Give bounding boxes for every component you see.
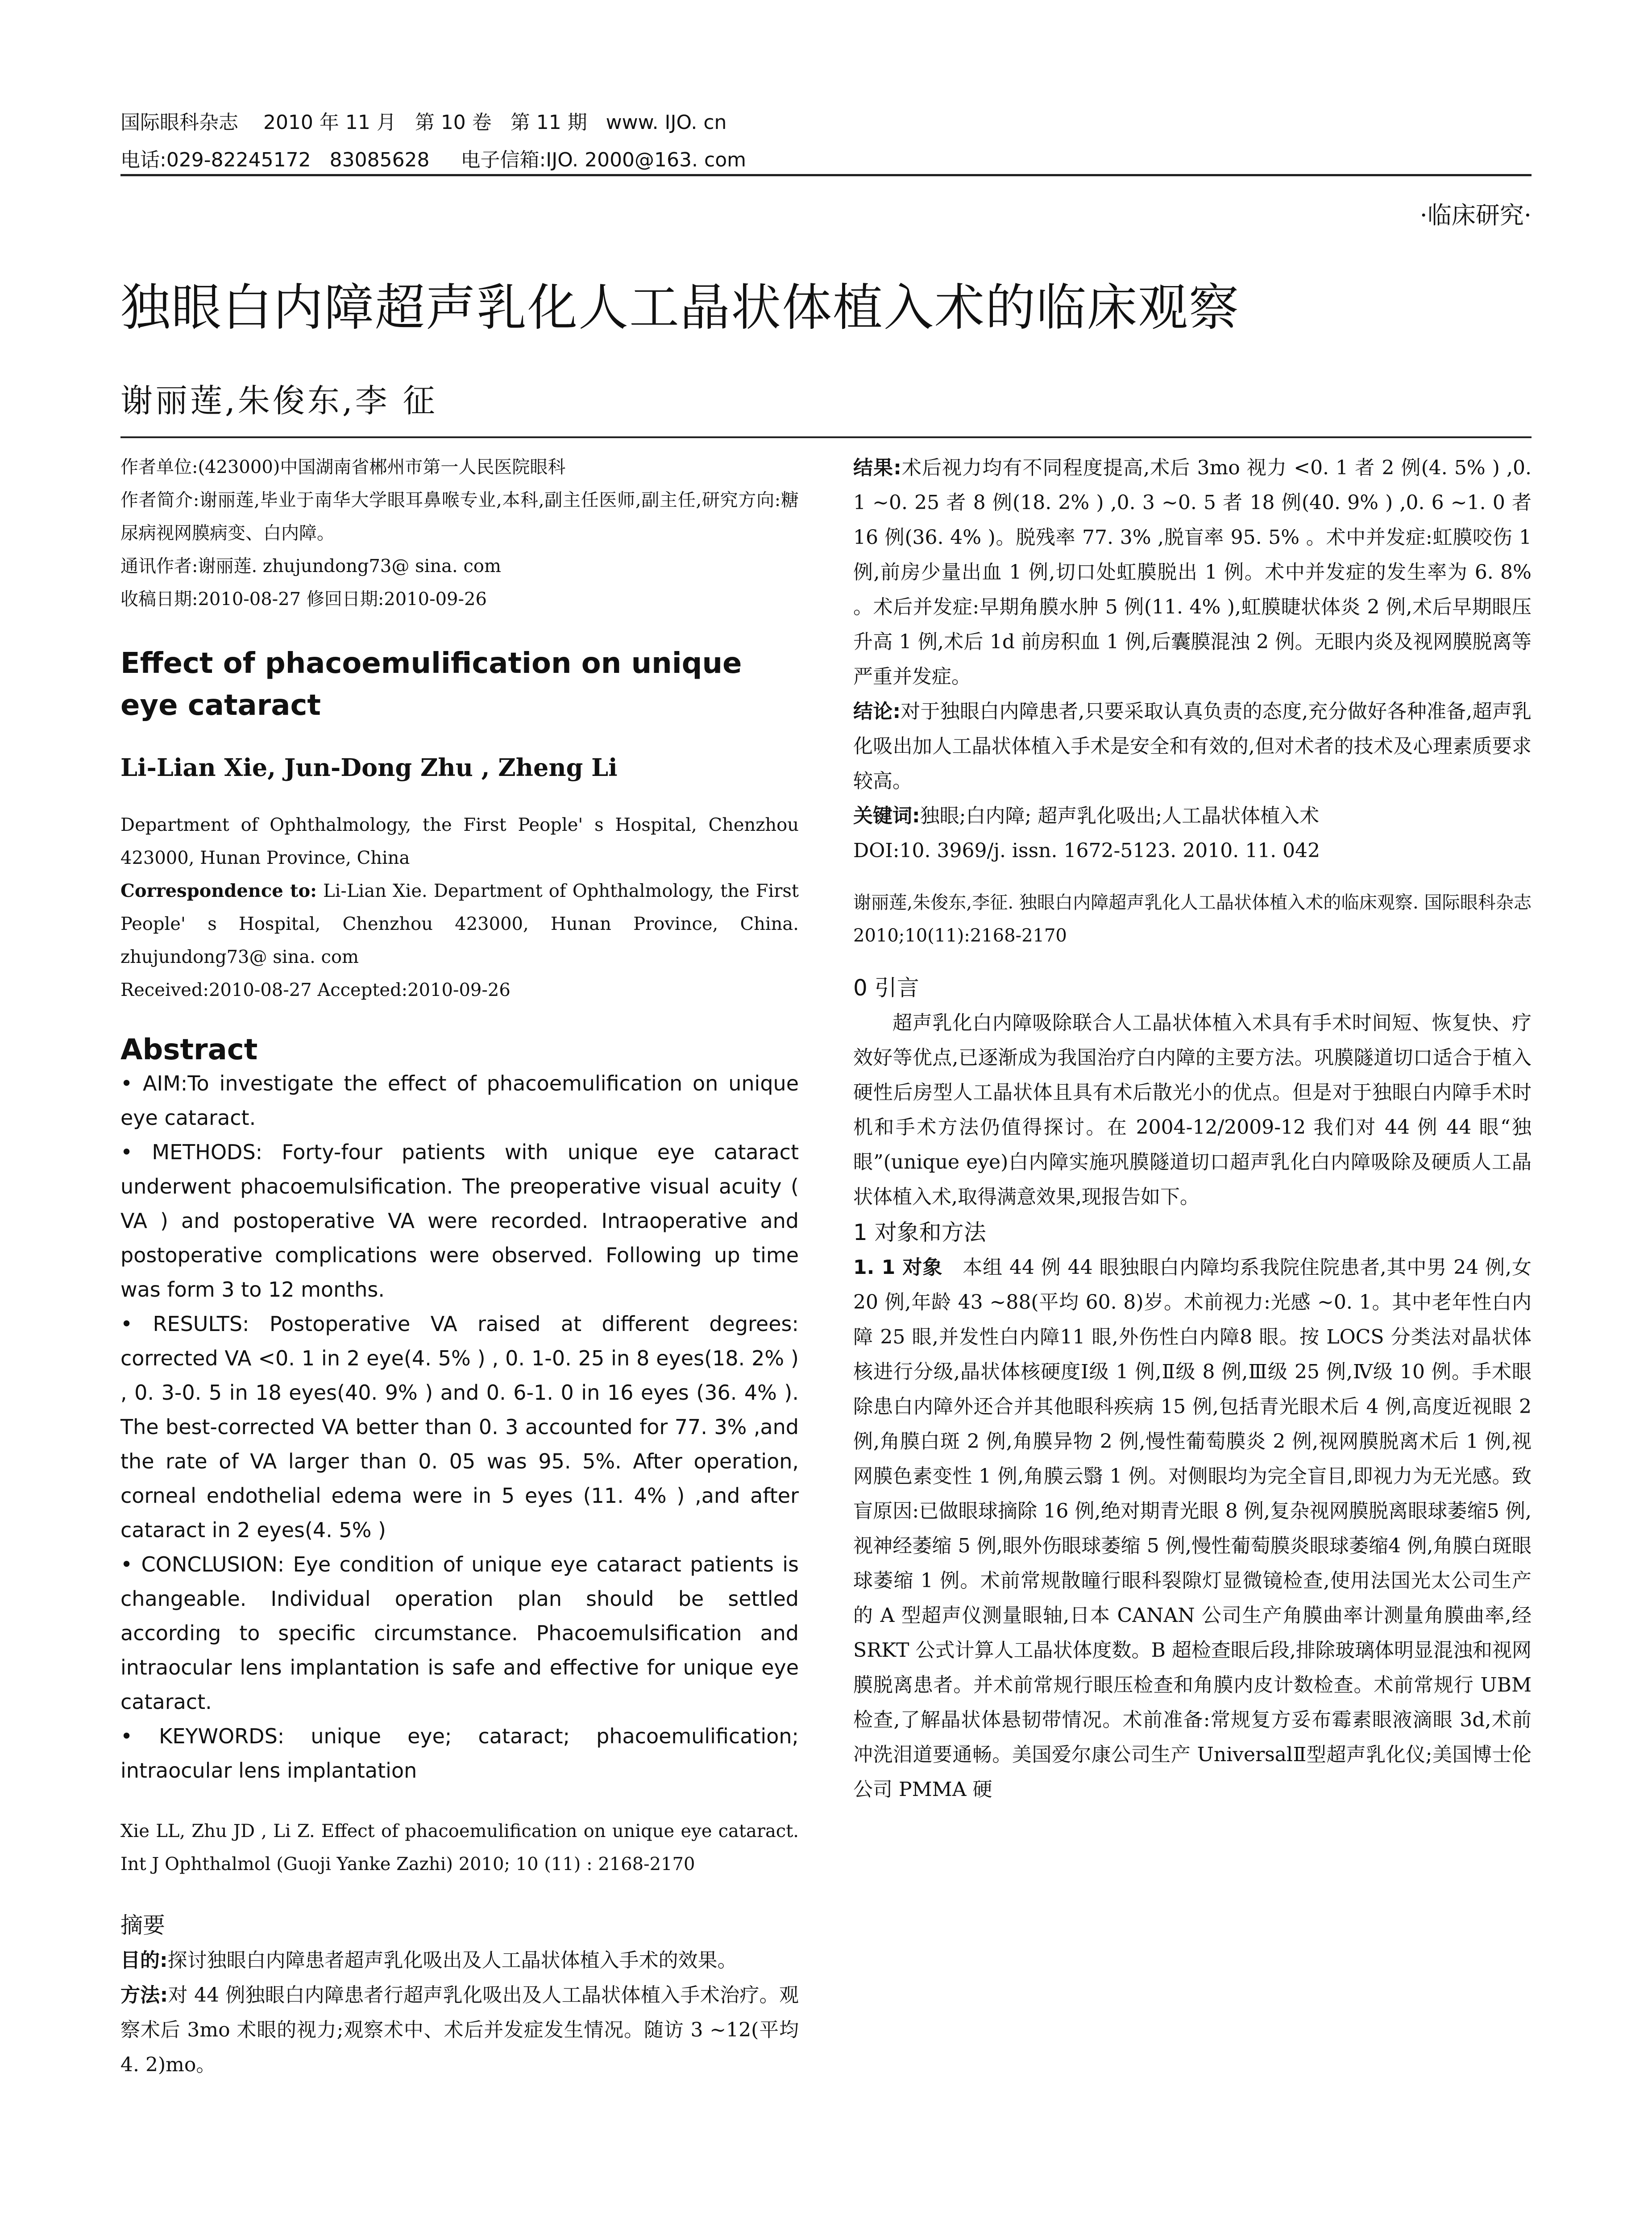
zh-results — [853, 451, 1532, 694]
author-bio: 作者简介:谢丽莲,毕业于南华大学眼耳鼻喉专业,本科,副主任医师,副主任,研究方向:糖尿病视网膜病变、白内障。 — [120, 490, 799, 543]
abstract-keywords: • KEYWORDS: unique eye; cataract; phacoemulification; intraocular lens implantation — [120, 1724, 799, 1783]
zh-methods — [120, 1978, 799, 2082]
methods-text: 对 44 例独眼白内障患者行超声乳化吸出及人工晶状体植入手术治疗。观察术后 3mo 术眼的视力;观察术中、术后并发症发生情况。随访 3 ~12(平均 4. 2)mo。 — [120, 1984, 799, 2076]
citation-zh: 谢丽莲,朱俊东,李征. 独眼白内障超声乳化人工晶状体植入术的临床观察. 国际眼科杂志 2010;10(11):2168-2170 — [853, 892, 1532, 946]
correspondence-zh: 通讯作者:谢丽莲. zhujundong73@ sina. com — [120, 556, 501, 576]
abstract-heading: Abstract — [120, 1033, 258, 1066]
department-en: Department of Ophthalmology, the First People' s Hospital, Chenzhou 423000, Hunan Province, China — [120, 815, 799, 868]
title-en: Effect of phacoemulification on unique eye cataract — [120, 647, 742, 722]
results-text: 术后视力均有不同程度提高,术后 3mo 视力 <0. 1 者 2 例(4. 5% ) ,0. 1 ~0. 25 者 8 例(18. 2% ) ,0. 3 ~0. 5 者 18 例(40. 9% ) ,0. 6 ~1. 0 者 16 例(36. 4% )。脱残率 77. 3% ,脱盲率 95. 5% 。术中并发症:虹膜咬伤 1 例,前房少量出血 1 例,切口处虹膜脱出 1 例。术中并发症的发生率为 6. 8% 。术后并发症:早期角膜水肿 5 例(11. 4% ),虹膜睫状体炎 2 例,术后早期眼压升高 1 例,术后 1d 前房积血 1 例,后囊膜混浊 2 例。无眼内炎及视网膜脱离等严重并发症。 — [853, 456, 1532, 688]
abstract-methods: • METHODS: Forty-four patients with unique eye cataract underwent phacoemulsification. The preoperative visual acuity ( VA ) and postoperative VA were recorded. Intraoperative and postoperative complications were observed. Following up time was form 3 to 12 months. — [120, 1140, 799, 1302]
methods-section-heading: 1 对象和方法 — [853, 1219, 986, 1245]
correspondence-en — [120, 875, 799, 974]
header-divider — [120, 174, 1532, 176]
journal-header-line: 国际眼科杂志 2010 年 11 月 第 10 卷 第 11 期 www. IJO. cn — [120, 111, 727, 134]
correspondence-text: Li-Lian Xie. Department of Ophthalmology, the First People' s Hospital, Chenzhou 423000, Hunan Province, China. zhujundong73@ sina. com — [120, 881, 799, 967]
conclusion-label: 结论: — [853, 700, 901, 723]
abstract-results: • RESULTS: Postoperative VA raised at different degrees: corrected VA <0. 1 in 2 eye(4. 5% ) , 0. 1-0. 25 in 8 eyes(18. 2% ) , 0. 3-0. 5 in 18 eyes(40. 9% ) and 0. 6-1. 0 in 16 eyes (36. 4% ). The best-corrected VA better than 0. 3 accounted for 77. 3% ,and the rate of VA larger than 0. 05 was 95. 5%. After operation, corneal endothelial edema were in 5 eyes (11. 4% ) ,and after cataract in 2 eyes(4. 5% ) — [120, 1312, 799, 1542]
affiliation-line: 作者单位:(423000)中国湖南省郴州市第一人民医院眼科 — [120, 457, 566, 477]
authors-zh: 谢丽莲,朱俊东,李 征 — [120, 382, 438, 419]
subjects-text: 本组 44 例 44 眼独眼白内障均系我院住院患者,其中男 24 例,女 20 例,年龄 43 ~88(平均 60. 8)岁。术前视力:光感 ~0. 1。其中老年性白内障 25 眼,并发性白内障11 眼,外伤性白内障8 眼。按 LOCS 分类法对晶状体核进行分级,晶状体核硬度Ⅰ级 1 例,Ⅱ级 8 例,Ⅲ级 25 例,Ⅳ级 10 例。手术眼除患白内障外还合并其他眼科疾病 15 例,包括青光眼术后 4 例,高度近视眼 2 例,角膜白斑 2 例,角膜异物 2 例,慢性葡萄膜炎 2 例,视网膜脱离术后 1 例,视网膜色素变性 1 例,角膜云翳 1 例。对侧眼均为完全盲目,即视力为无光感。致盲原因:已做眼球摘除 16 例,绝对期青光眼 8 例,复杂视网膜脱离眼球萎缩5 例,视神经萎缩 5 例,眼外伤眼球萎缩 5 例,慢性葡萄膜炎眼球萎缩4 例,角膜白斑眼球萎缩 1 例。术前常规散瞳行眼科裂隙灯显微镜检查,使用法国光太公司生产的 A 型超声仪测量眼轴,日本 CANAN 公司生产角膜曲率计测量角膜曲率,经 SRKT 公式计算人工晶状体度数。B 超检查眼后段,排除玻璃体明显混浊和视网膜脱离患者。并术前常规行眼压检查和角膜内皮计数检查。术前常规行 UBM 检查,了解晶状体悬韧带情况。术前准备:常规复方妥布霉素眼液滴眼 3d,术前冲洗泪道要通畅。美国爱尔康公司生产 UniversalⅡ型超声乳化仪;美国博士伦公司 PMMA 硬 — [853, 1256, 1532, 1801]
abstract-aim: • AIM:To investigate the effect of phacoemulification on unique eye cataract. — [120, 1071, 799, 1130]
left-column — [120, 451, 799, 2082]
zh-abstract-heading: 摘要 — [120, 1912, 165, 1938]
zh-keywords — [853, 799, 1532, 834]
keywords-text: 独眼;白内障; 超声乳化吸出;人工晶状体植入术 — [920, 804, 1320, 827]
right-column — [853, 451, 1532, 1807]
zh-purpose — [120, 1943, 799, 1978]
intro-heading: 0 引言 — [853, 975, 919, 1001]
doi: DOI:10. 3969/j. issn. 1672-5123. 2010. 11. 042 — [853, 839, 1320, 862]
abstract-conclusion: • CONCLUSION: Eye condition of unique eye cataract patients is changeable. Individual operation plan should be settled according to specific circumstance. Phacoemulsification and intraocular lens implantation is safe and effective for unique eye cataract. — [120, 1552, 799, 1714]
received-dates-en: Received:2010-08-27 Accepted:2010-09-26 — [120, 980, 511, 1000]
conclusion-text: 对于独眼白内障患者,只要采取认真负责的态度,充分做好各种准备,超声乳化吸出加人工晶状体植入手术是安全和有效的,但对术者的技术及心理素质要求较高。 — [853, 700, 1532, 792]
purpose-label: 目的: — [120, 1949, 168, 1972]
subsection-label: 1. 1 对象 — [853, 1256, 943, 1279]
zh-conclusion — [853, 694, 1532, 799]
received-dates-zh: 收稿日期:2010-08-27 修回日期:2010-09-26 — [120, 589, 487, 610]
methods-label: 方法: — [120, 1984, 168, 2007]
journal-contact-line: 电话:029-82245172 83085628 电子信箱:IJO. 2000@163. com — [120, 149, 746, 171]
purpose-text: 探讨独眼白内障患者超声乳化吸出及人工晶状体植入手术的效果。 — [167, 1949, 737, 1972]
article-title: 独眼白内障超声乳化人工晶状体植入术的临床观察 — [120, 279, 1240, 337]
section-label: ·临床研究· — [1420, 201, 1532, 229]
keywords-label: 关键词: — [853, 804, 920, 827]
intro-paragraph: 超声乳化白内障吸除联合人工晶状体植入术具有手术时间短、恢复快、疗效好等优点,已逐渐成为我国治疗白内障的主要方法。巩膜隧道切口适合于植入硬性后房型人工晶状体且具有术后散光小的优点。但是对于独眼白内障手术时机和手术方法仍值得探讨。在 2004-12/2009-12 我们对 44 例 44 眼“独眼”(unique eye)白内障实施巩膜隧道切口超声乳化白内障吸除及硬质人工晶状体植入术,取得满意效果,现报告如下。 — [853, 1012, 1532, 1208]
results-label: 结果: — [853, 456, 901, 479]
citation-en: Xie LL, Zhu JD , Li Z. Effect of phacoemulification on unique eye cataract. Int J Ophthalmol (Guoji Yanke Zazhi) 2010; 10 (11) : 2168-2170 — [120, 1821, 799, 1874]
subjects-paragraph — [853, 1250, 1532, 1807]
authors-en: Li-Lian Xie, Jun-Dong Zhu , Zheng Li — [120, 753, 618, 782]
correspondence-label: Correspondence to: — [120, 880, 317, 901]
title-divider — [120, 436, 1532, 438]
